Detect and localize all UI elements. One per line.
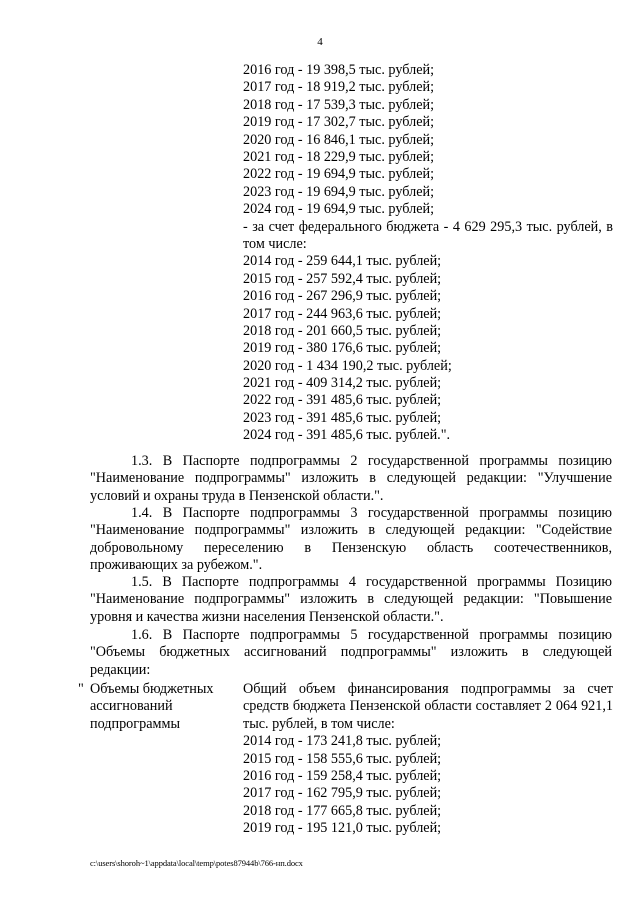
paragraph-1-4 xyxy=(90,505,612,575)
budget-line: 2020 год - 16 846,1 тыс. рублей; xyxy=(243,131,435,148)
budget-line: 2016 год - 267 296,9 тыс. рублей; xyxy=(243,288,442,305)
opening-quote: " xyxy=(78,681,84,697)
budget-line: 2016 год - 159 258,4 тыс. рублей; xyxy=(243,768,442,784)
budget-line: 2018 год - 177 665,8 тыс. рублей; xyxy=(243,802,442,819)
page-number: 4 xyxy=(317,36,323,48)
budget-line: 2018 год - 201 660,5 тыс. рублей; xyxy=(243,322,442,339)
regional-budget-lines xyxy=(243,62,613,219)
paragraph-text: 1.6. В Паспорте подпрограммы 5 государственной программы позицию "Объемы бюджетных ассигнований подпрограммы" изложить в следующей редакции: xyxy=(90,627,612,678)
budget-line: 2014 год - 173 241,8 тыс. рублей; xyxy=(243,733,442,750)
budget-line: 2023 год - 391 485,6 тыс. рублей; xyxy=(243,409,442,426)
paragraph-text: 1.5. В Паспорте подпрограммы 4 государственной программы Позицию "Наименование подпрограммы" изложить в следующей редакции: "Повышение уровня и качества жизни населения Пензенской области.". xyxy=(90,574,612,625)
paragraph-1-5 xyxy=(90,574,612,626)
budget-line: 2021 год - 409 314,2 тыс. рублей; xyxy=(243,375,442,392)
budget-line: 2017 год - 162 795,9 тыс. рублей; xyxy=(243,785,442,802)
budget-line: 2019 год - 380 176,6 тыс. рублей; xyxy=(243,340,442,357)
budget-list xyxy=(243,62,613,445)
paragraph-text: 1.3. В Паспорте подпрограммы 2 государственной программы позицию "Наименование подпрограммы" изложить в следующей редакции: "Улучшение условий и охраны труда в Пензенской области.". xyxy=(90,453,612,504)
footer-file-path: c:\users\shoroh~1\appdata\local\temp\potes87944b\766-нп.docx xyxy=(90,858,303,868)
budget-line: 2021 год - 18 229,9 тыс. рублей; xyxy=(243,148,435,165)
federal-budget-lines xyxy=(243,253,613,444)
paragraph-text: 1.4. В Паспорте подпрограммы 3 государственной программы позицию "Наименование подпрограммы" изложить в следующей редакции: "Содействие добровольному переселению в Пензенскую область соотечественников, проживающих за рубежом.". xyxy=(90,505,612,574)
budget-line: 2022 год - 391 485,6 тыс. рублей; xyxy=(243,392,442,409)
financing-lines xyxy=(243,733,613,837)
budget-line: 2014 год - 259 644,1 тыс. рублей; xyxy=(243,253,442,270)
budget-line: 2017 год - 18 919,2 тыс. рублей; xyxy=(243,79,435,96)
paragraph-1-3 xyxy=(90,453,612,505)
federal-budget-intro: - за счет федерального бюджета - 4 629 295,3 тыс. рублей, в том числе: xyxy=(243,218,613,252)
budget-line: 2017 год - 244 963,6 тыс. рублей; xyxy=(243,305,442,322)
budget-line: 2018 год - 17 539,3 тыс. рублей; xyxy=(243,96,435,113)
budget-line: 2022 год - 19 694,9 тыс. рублей; xyxy=(243,166,435,183)
budget-line: 2019 год - 195 121,0 тыс. рублей; xyxy=(243,820,442,837)
budget-line: 2024 год - 391 485,6 тыс. рублей.". xyxy=(243,427,451,444)
budget-line: 2024 год - 19 694,9 тыс. рублей; xyxy=(243,201,435,218)
table-right-cell xyxy=(243,681,613,838)
budget-line: 2015 год - 158 555,6 тыс. рублей; xyxy=(243,750,442,767)
paragraph-1-6 xyxy=(90,627,612,679)
financing-intro: Общий объем финансирования подпрограммы за счет средств бюджета Пензенской области составляет 2 064 921,1 тыс. рублей, в том числе: xyxy=(243,681,613,732)
budget-line: 2015 год - 257 592,4 тыс. рублей; xyxy=(243,270,442,287)
table-left-cell: Объемы бюджетных ассигнований подпрограммы xyxy=(90,681,214,732)
budget-line: 2023 год - 19 694,9 тыс. рублей; xyxy=(243,183,435,200)
budget-line: 2019 год - 17 302,7 тыс. рублей; xyxy=(243,114,435,131)
budget-line: 2020 год - 1 434 190,2 тыс. рублей; xyxy=(243,357,452,374)
budget-line: 2016 год - 19 398,5 тыс. рублей; xyxy=(243,62,435,78)
